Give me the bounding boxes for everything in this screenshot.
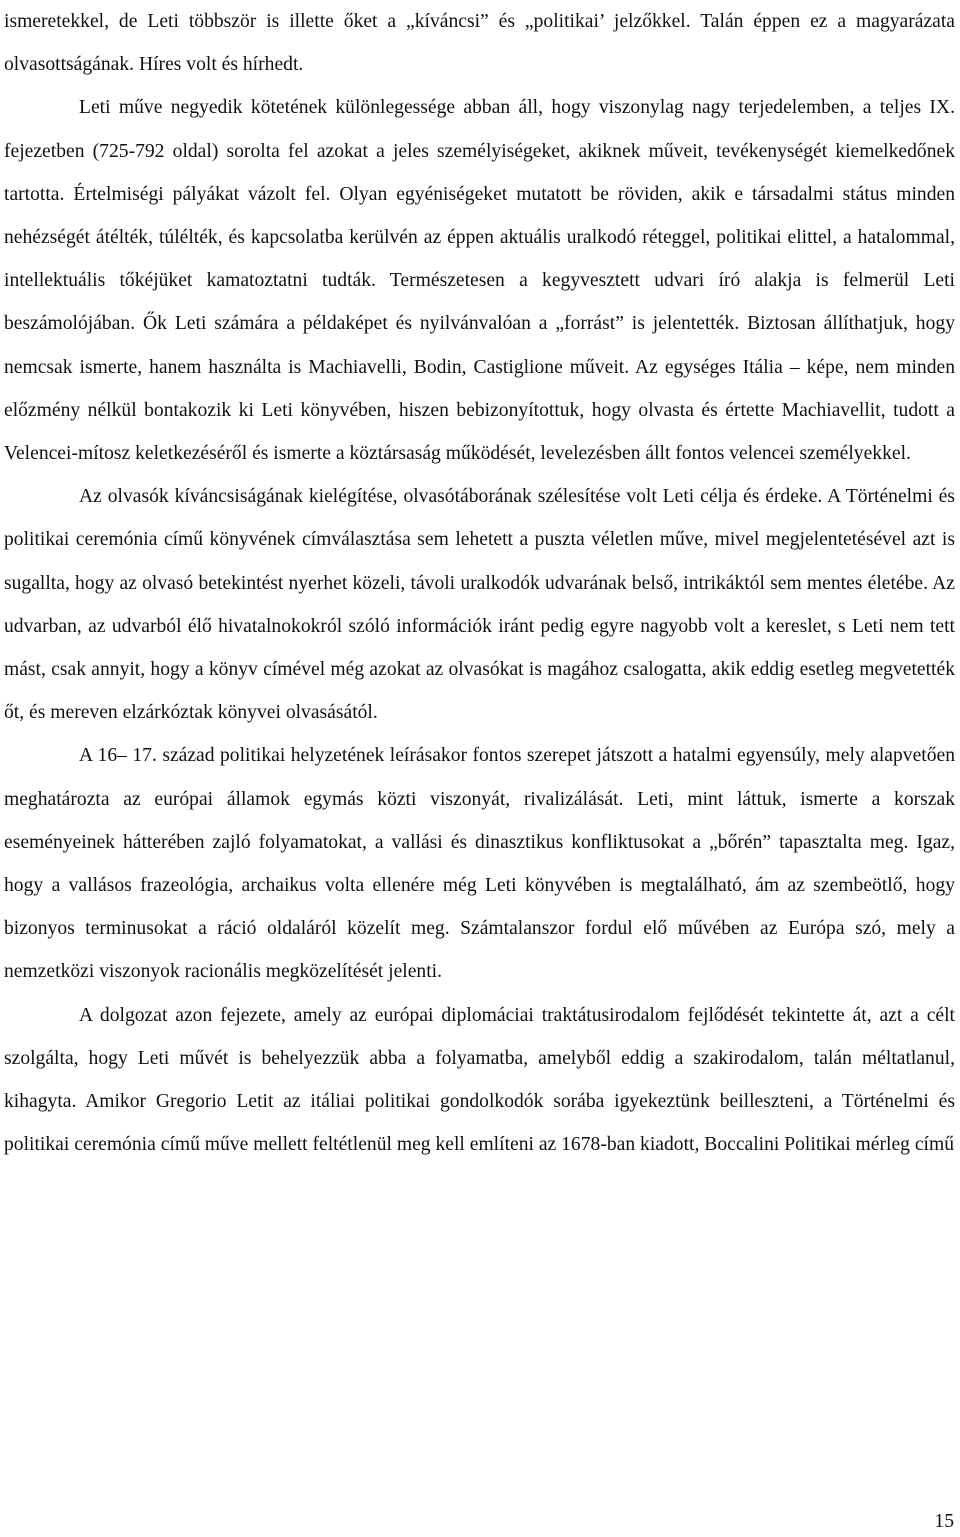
paragraph: A 16– 17. század politikai helyzetének leírásakor fontos szerepet játszott a hatalmi egyensúly, mely alapvetően meghatározta az európai államok egymás közti viszonyát, rivalizálását. Leti, mint láttuk, ismerte a korszak eseményeinek hátterében zajló folyamatokat, a vallási és dinasztikus konfliktusokat a „bőrén” tapasztalta meg. Igaz, hogy a vallásos frazeológia, archaikus volta ellenére még Leti könyvében is megtalálható, ám az szembeötlő, hogy bizonyos terminusokat a ráció oldaláról közelít meg. Számtalanszor fordul elő művében az Európa szó, mely a nemzetközi viszonyok racionális megközelítését jelenti. xyxy=(4,745,955,983)
paragraph: A dolgozat azon fejezete, amely az európai diplomáciai traktátusirodalom fejlődését tekintette át, azt a célt szolgálta, hogy Leti művét is behelyezzük abba a folyamatba, amelyből eddig a szakirodalom, talán méltatlanul, kihagyta. Amikor Gregorio Letit az itáliai politikai gondolkodók sorába igyekeztünk beilleszteni, a Történelmi és politikai ceremónia című műve mellett feltétlenül meg kell említeni az 1678-ban kiadott, Boccalini Politikai mérleg című xyxy=(4,1004,955,1156)
paragraph-continuation: ismeretekkel, de Leti többször is illette őket a „kíváncsi” és „politikai’ jelzőkkel. Talán éppen ez a magyarázata olvasottságának. Híres volt és hírhedt. xyxy=(4,11,955,76)
body-text xyxy=(4,0,955,1166)
paragraph: Leti műve negyedik kötetének különlegessége abban áll, hogy viszonylag nagy terjedelemben, a teljes IX. fejezetben (725-792 oldal) sorolta fel azokat a jeles személyiségeket, akiknek műveit, tevékenységét kiemelkedőnek tartotta. Értelmiségi pályákat vázolt fel. Olyan egyéniségeket mutatott be röviden, akik e társadalmi státus minden nehézségét átélték, túlélték, és kapcsolatba kerülvén az éppen aktuális uralkodó réteggel, politikai elittel, a hatalommal, intellektuális tőkéjüket kamatoztatni tudták. Természetesen a kegyvesztett udvari író alakja is felmerül Leti beszámolójában. Ők Leti számára a példaképet és nyilvánvalóan a „forrást” is jelentették. Biztosan állíthatjuk, hogy nemcsak ismerte, hanem használta is Machiavelli, Bodin, Castiglione műveit. Az egységes Itália – képe, nem minden előzmény nélkül bontakozik ki Leti könyvében, hiszen bebizonyítottuk, hogy olvasta és értette Machiavellit, tudott a Velencei-mítosz keletkezéséről és ismerte a köztársaság működését, levelezésben állt fontos velencei személyekkel. xyxy=(4,97,955,465)
page-number: 15 xyxy=(934,1511,954,1532)
paragraph: Az olvasók kíváncsiságának kielégítése, olvasótáborának szélesítése volt Leti célja és érdeke. A Történelmi és politikai ceremónia című könyvének címválasztása sem lehetett a puszta véletlen műve, mivel megjelentetésével azt is sugallta, hogy az olvasó betekintést nyerhet közeli, távoli uralkodók udvarának belső, intrikáktól sem mentes életébe. Az udvarban, az udvarból élő hivatalnokokról szóló információk iránt pedig egyre nagyobb volt a kereslet, s Leti nem tett mást, csak annyit, hogy a könyv címével még azokat az olvasókat is magához csalogatta, akik eddig esetleg megvetették őt, és mereven elzárkóztak könyvei olvasásától. xyxy=(4,486,955,724)
